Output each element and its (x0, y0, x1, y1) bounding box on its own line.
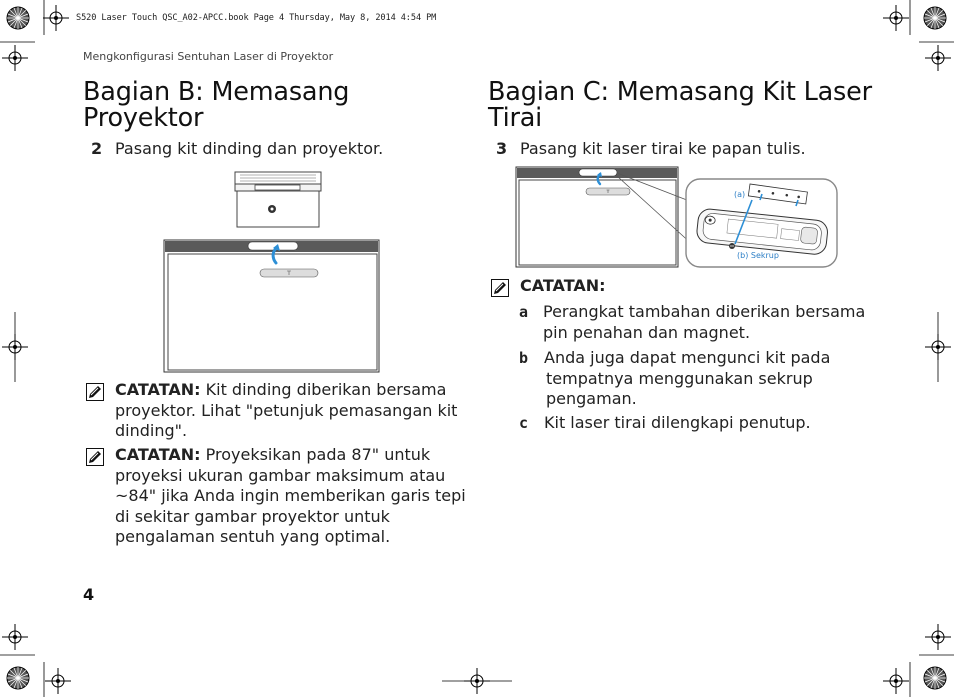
registration-cross-icon (925, 45, 951, 71)
registration-burst-icon (924, 7, 946, 29)
page-number: 4 (83, 585, 95, 604)
note-3-header: CATATAN: (520, 276, 606, 297)
section-b-step (91, 139, 383, 158)
registration-cross-icon (883, 668, 909, 694)
list-item: c Kit laser tirai dilengkapi penutup. (519, 413, 811, 432)
note-pencil-icon (491, 279, 509, 297)
print-slug: S520 Laser Touch QSC_A02-APCC.book Page 4 Thursday, May 8, 2014 4:54 PM (76, 13, 437, 23)
step-number: 2 (91, 139, 103, 158)
section-b-title: Bagian B: Memasang Proyektor (83, 77, 350, 133)
registration-cross-icon (43, 5, 69, 31)
step-number: 3 (496, 139, 508, 158)
list-item: b Anda juga dapat mengunci kit pada tempatnya menggunakan sekrup pengaman. (519, 348, 831, 408)
projector-mount-illustration (160, 168, 385, 376)
step-text: Pasang kit laser tirai ke papan tulis. (520, 139, 806, 158)
section-c (488, 79, 888, 131)
note-1: CATATAN: Kit dinding diberikan bersama proyektor. Lihat "petunjuk pemasangan kit dinding". (115, 380, 475, 442)
note-2: CATATAN: Proyeksikan pada 87" untuk proyeksi ukuran gambar maksimum atau ~84" jika Anda ingin memberikan garis tepi di sekitar gambar proyektor untuk pengalaman sentuh yang optimal. (115, 445, 475, 548)
list-letter: a (519, 303, 529, 321)
callout-b-screw: (b) Sekrup (737, 251, 779, 260)
running-head: Mengkonfigurasi Sentuhan Laser di Proyektor (83, 50, 334, 63)
registration-cross-icon (883, 5, 909, 31)
registration-cross-icon (2, 45, 28, 71)
registration-burst-icon (924, 667, 946, 689)
note-pencil-icon (86, 383, 104, 401)
note-pencil-icon (86, 448, 104, 466)
registration-burst-icon (7, 7, 29, 29)
list-letter: b (519, 349, 529, 367)
registration-cross-icon (45, 668, 71, 694)
section-c-title: Bagian C: Memasang Kit Laser Tirai (488, 77, 872, 133)
list-item: a Perangkat tambahan diberikan bersama pin penahan dan magnet. (519, 302, 866, 342)
registration-cross-icon (925, 624, 951, 650)
registration-burst-icon (7, 667, 29, 689)
list-letter: c (519, 414, 529, 432)
callout-a: (a) (734, 190, 746, 199)
registration-cross-icon (2, 624, 28, 650)
section-b (83, 79, 463, 131)
section-c-step (496, 139, 806, 158)
step-text: Pasang kit dinding dan proyektor. (115, 139, 384, 158)
laser-kit-illustration (514, 164, 842, 270)
